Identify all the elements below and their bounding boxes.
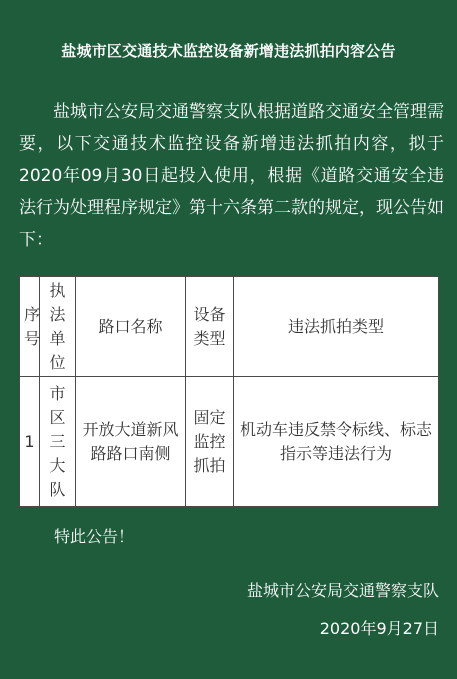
cell-seq: 1: [20, 377, 40, 507]
closing-text: 特此公告！: [54, 527, 135, 546]
header-device-type: 设备类型: [186, 277, 234, 377]
cell-unit: 市区三大队: [40, 377, 76, 507]
cell-violation-type: 机动车违反禁令标线、标志指示等违法行为: [234, 377, 439, 507]
table-row: [20, 377, 439, 507]
cell-device-type: 固定监控抓拍: [186, 377, 234, 507]
table-header-row: [20, 277, 439, 377]
cell-road: 开放大道新风路路口南侧: [76, 377, 186, 507]
signature: 盐城市公安局交通警察支队: [246, 581, 439, 600]
notice-body: 盐城市公安局交通警察支队根据道路交通安全管理需要，以下交通技术监控设备新增违法抓拍内容，拟于2020年09月30日起投入使用，根据《道路交通安全违法行为处理程序规定》第十六条第二款的规定，现公告如下：: [19, 102, 444, 250]
header-road: 路口名称: [76, 277, 186, 377]
header-unit: 执法单位: [40, 277, 76, 377]
header-violation-type: 违法抓拍类型: [234, 277, 439, 377]
header-seq: 序号: [20, 277, 40, 377]
notice-title: 盐城市区交通技术监控设备新增违法抓拍内容公告: [61, 42, 396, 60]
notice-date: 2020年9月27日: [319, 619, 439, 638]
notice-table: [19, 276, 439, 507]
